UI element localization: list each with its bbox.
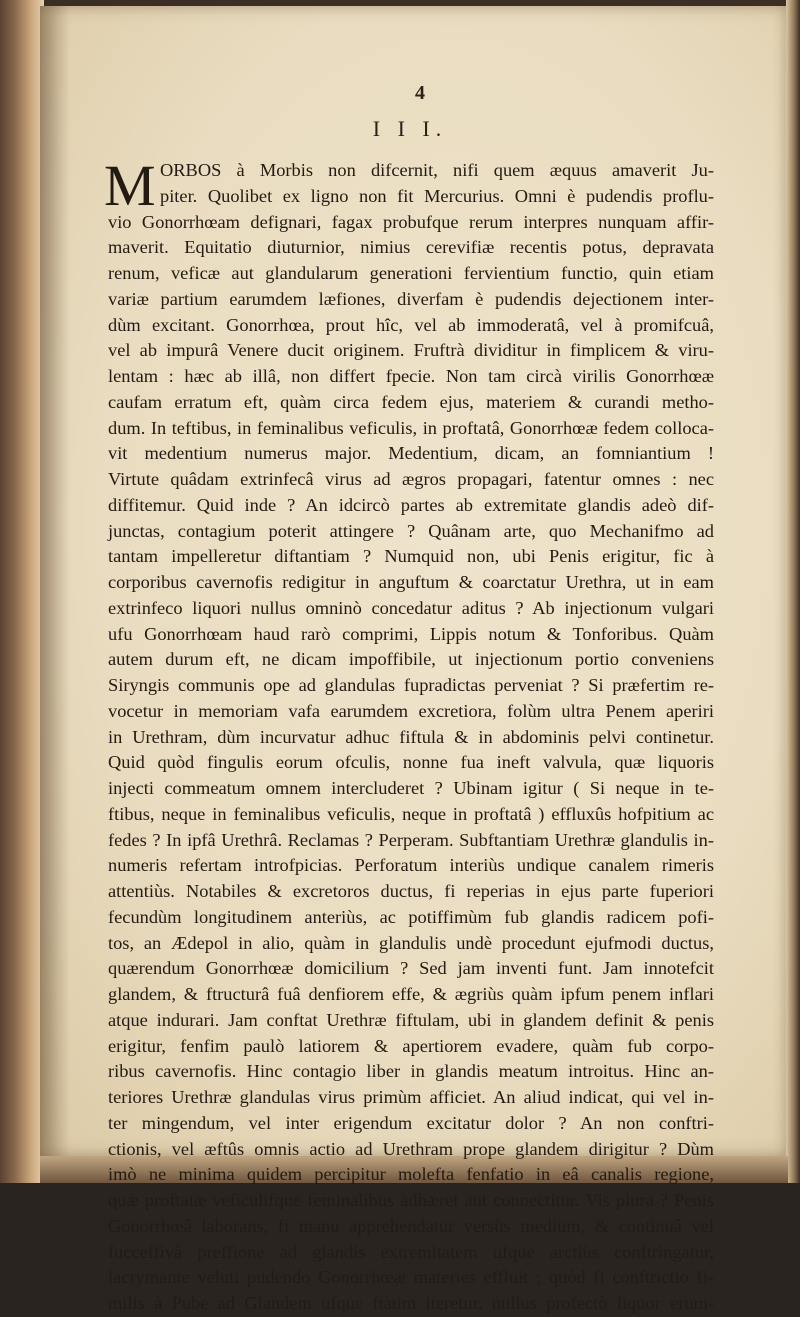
text-line: numeris refertam introfpicias. Perforatum interiùs undique canalem rimeris — [108, 855, 714, 876]
text-line: dùm excitant. Gonorrhœa, prout hîc, vel ab immoderatâ, vel à promifcuâ, — [108, 314, 714, 335]
text-line: ctionis, vel æftûs omnis actio ad Urethram prope glandem dirigitur ? Dùm — [108, 1138, 714, 1159]
section-heading: I I I. — [372, 116, 448, 141]
text-line: fucceffivâ preffione ad glandis extremitatem ufque arctiùs conftringatur, — [108, 1241, 714, 1262]
text-line: diffitemur. Quid inde ? An idcircò partes ab extremitate glandis adeò dif- — [108, 494, 714, 515]
text-line: caufam erratum eft, quàm circa fedem ejus, materiem & curandi metho- — [108, 391, 714, 412]
text-line: corporibus cavernofis redigitur in anguftum & coarctatur Urethra, ut in eam — [108, 572, 714, 592]
text-line: junctas, contagium poterit attingere ? Quânam arte, quo Mechanifmo ad — [108, 520, 714, 541]
text-line: lacrymante veluti pudendo Gonorrhœæ materies effluit ; quòd fi conftrictio fi- — [108, 1267, 714, 1288]
text-line: in Urethram, dùm incurvatur adhuc fiftula & in abdominis pelvi continetur. — [108, 726, 714, 747]
text-line: Siryngis communis ope ad glandulas fupradictas perveniat ? Si præfertim re- — [108, 675, 714, 695]
text-line: ufu Gonorrhœam haud rarò comprimi, Lippis notum & Tonforibus. Quàm — [108, 623, 714, 644]
text-line: ribus cavernofis. Hinc contagio liber in glandis meatum introitus. Hinc an- — [108, 1061, 714, 1082]
text-line: injecti commeatum omnem intercluderet ? Ubinam igitur ( Si neque in te- — [108, 778, 714, 798]
text-line: maverit. Equitatio diuturnior, nimius cerevifiæ recentis potus, depravata — [108, 237, 714, 258]
text-line: teriores Urethræ glandulas virus primùm afficiet. An aliud indicat, qui vel in- — [108, 1087, 714, 1107]
gutter-shadow — [40, 6, 70, 1156]
text-line: vit medentium numerus major. Medentium, dicam, an fomniantium ! — [108, 443, 714, 464]
text-line: ORBOS à Morbis non difcernit, nifi quem æquus amaverit Ju- — [160, 160, 714, 180]
body-text — [104, 153, 714, 1317]
text-line: dum. In teftibus, in feminalibus veficulis, in proftatâ, Gonorrhœæ fedem colloca- — [108, 417, 714, 438]
text-line: renum, veficæ aut glandularum generationi fervientium functio, quin etiam — [108, 263, 714, 283]
text-line: quærendum Gonorrhœæ domicilium ? Sed jam inventi funt. Jam innotefcit — [108, 958, 714, 979]
page-number: 4 — [415, 82, 425, 104]
book-binding-left — [0, 0, 44, 1183]
text-line: Gonorrhœâ laborans, fi manu apprehendatur versùs medium, & continuâ vel — [108, 1215, 714, 1236]
text-line: glandem, & ftructurâ fuâ denfiorem effe, & ægriùs quàm ipfum penem inflari — [108, 984, 714, 1004]
text-line: atque indurari. Jam conftat Urethræ fiftulam, ubi in glandem definit & penis — [108, 1009, 714, 1030]
text-line: vio Gonorrhœam defignari, fagax probufque rerum interpres nunquam affir- — [108, 211, 714, 232]
text-line: erigitur, fenfim paulò latiorem & apertiorem evadere, quàm fub corpo- — [108, 1035, 714, 1056]
text-line: fedes ? In ipfâ Urethrâ. Reclamas ? Perperam. Subftantiam Urethræ glandulis in- — [108, 829, 714, 850]
text-line: attentiùs. Notabiles & excretoros ductus, fi reperias in ejus parte fuperiori — [108, 881, 714, 901]
text-line: fecundùm longitudinem anteriùs, ac potiffimùm fub glandis radicem pofi- — [108, 906, 714, 927]
text-line: Quid quòd fingulis eorum ofculis, nonne fua ineft valvula, quæ liquoris — [108, 752, 714, 773]
text-line: Virtute quâdam extrinfecâ virus ad ægros propagari, fatentur omnes : nec — [108, 469, 714, 489]
text-line: autem durum eft, ne dicam impoffibile, ut injectionum portio conveniens — [108, 649, 714, 670]
text-line: piter. Quolibet ex ligno non fit Mercurius. Omni è pudendis proflu- — [160, 185, 714, 206]
text-line: milis à Pube ad Glandem ufque ftatim iteretur, nullus profectò liquor erum- — [108, 1293, 714, 1313]
drop-cap: M — [104, 153, 156, 218]
text-line: vel ab impurâ Venere ducit originem. Fruftrà dividitur in fimplicem & viru- — [108, 340, 714, 361]
text-line: vocetur in memoriam vafa earumdem excretiora, folùm ultra Penem aperiri — [108, 700, 714, 721]
text-line: tos, an Ædepol in alio, quàm in glandulis undè procedunt ejufmodi ductus, — [108, 932, 714, 953]
text-line: tantam impelleretur diftantiam ? Numquid non, ubi Penis erigitur, fic à — [108, 546, 714, 567]
text-line: imò ne minima quidem percipitur molefta fenfatio in eâ canalis regione, — [108, 1164, 714, 1185]
book-edge-right — [786, 0, 800, 1183]
text-line: lentam : hæc ab illâ, non differt fpecie. Non tam circà virilis Gonorrhœæ — [108, 366, 714, 386]
text-line: quæ proftatæ veficulifque feminalibus adhæret aut connectitur. Vis plura ? Penis — [108, 1190, 714, 1210]
text-line: extrinfeco liquori nullus omninò concedatur aditus ? Ab injectionum vulgari — [108, 597, 714, 618]
text-line: ter mingendum, vel inter erigendum excitatur dolor ? An non conftri- — [108, 1112, 714, 1133]
text-line: variæ partium earumdem læfiones, diverfam è pudendis dejectionem inter- — [108, 288, 714, 309]
text-line: ftibus, neque in feminalibus veficulis, neque in proftatâ ) effluxûs hofpitium ac — [108, 803, 714, 824]
